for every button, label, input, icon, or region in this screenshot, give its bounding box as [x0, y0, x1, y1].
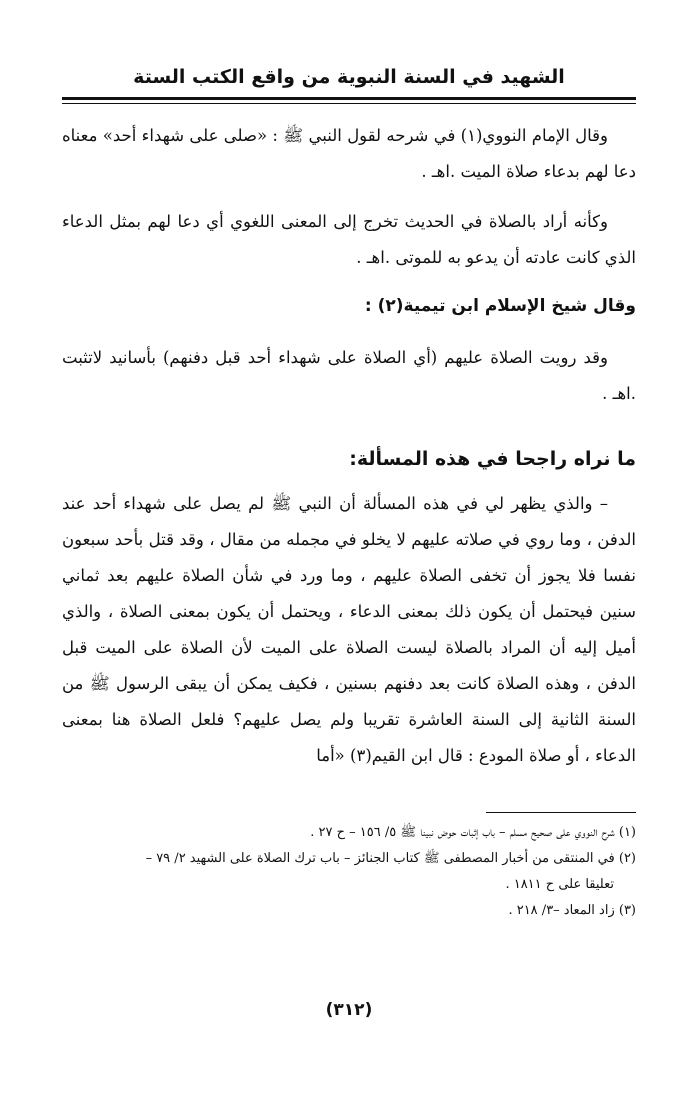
page-number: (٣١٢)	[325, 1000, 373, 1020]
section-title: ما نراه راجحا في هذه المسألة:	[349, 448, 636, 470]
footnotes	[62, 820, 636, 924]
footnote-rule	[486, 812, 636, 813]
running-head: الشهيد في السنة النبوية من واقع الكتب الستة	[133, 66, 565, 88]
footnote-3: (٣) زاد المعاد –٣/ ٢١٨ .	[508, 903, 636, 918]
paragraph-linguistic-meaning: وكأنه أراد بالصلاة في الحديث تخرج إلى المعنى اللغوي أي دعا لهم بمثل الدعاء الذي كانت عادته أن يدعو به للموتى .اهـ .	[62, 212, 636, 267]
footnote-2-continuation: تعليقا على ح ١٨١١ .	[505, 877, 614, 892]
body-text	[62, 118, 636, 774]
footnote-2: (٢) في المنتقى من أخبار المصطفى ﷺ كتاب الجنائز – باب ترك الصلاة على الشهيد ٢/ ٧٩ –	[145, 851, 636, 866]
footnote-1: (١) شرح النووي على صحيح مسلم – باب إثبات حوض نبينا ﷺ ٥/ ١٥٦ – ح ٢٧ .	[310, 825, 636, 840]
paragraph-narrations: وقد رويت الصلاة عليهم (أي الصلاة على شهداء أحد قبل دفنهم) بأسانيد لاتثبت .اهـ .	[62, 348, 636, 403]
quote-heading-ibn-taymiyyah: وقال شيخ الإسلام ابن تيمية(٢) :	[364, 296, 636, 316]
header-rule-thick	[62, 97, 636, 100]
header-rule-thin	[62, 103, 636, 104]
paragraph-conclusion: – والذي يظهر لي في هذه المسألة أن النبي ﷺ لم يصل على شهداء أحد عند الدفن ، وما روي في صلاته عليهم لا يخلو في مجمله من مقال ، وقد قتل بأحد سبعون نفسا فلا يجوز أن تخفى الصلاة عليهم ، وما ورد في شأن الصلاة عليهم بعد ثماني سنين فيحتمل أن يكون ذلك بمعنى الدعاء ، ويحتمل أن يكون بمعنى الصلاة ، والذي أميل إليه أن المراد بالصلاة ليست الصلاة على الميت لأن الصلاة على الميت قبل الدفن ، وهذه الصلاة كانت بعد دفنهم بسنين ، فكيف يمكن أن يبقى الرسول ﷺ من السنة الثانية إلى السنة العاشرة تقريبا ولم يصل عليهم؟ فلعل الصلاة هنا بمعنى الدعاء ، أو صلاة المودع : قال ابن القيم(٣) «أما	[62, 494, 636, 765]
paragraph-nawawi: وقال الإمام النووي(١) في شرحه لقول النبي ﷺ : «صلى على شهداء أحد» معناه دعا لهم بدعاء صلاة الميت .اهـ .	[62, 126, 636, 181]
